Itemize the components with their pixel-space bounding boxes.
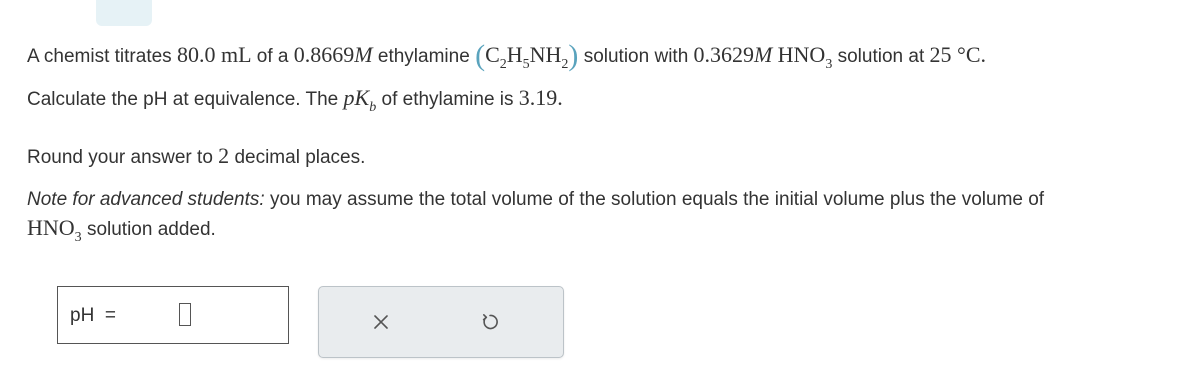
rounding-instruction — [27, 143, 365, 170]
rounding-text: decimal places. — [234, 147, 366, 168]
question-text: Calculate the pH at equivalence. The — [27, 89, 339, 110]
advanced-note-line-1 — [27, 189, 1044, 212]
acid-formula: $HNO_3$ — [27, 215, 82, 245]
answer-box — [57, 286, 289, 344]
close-icon — [372, 313, 390, 331]
question-text: of ethylamine is — [381, 89, 514, 110]
action-panel — [318, 286, 564, 358]
volume-value: 80.0 mL — [176, 42, 252, 67]
base-name: ethylamine — [377, 46, 470, 67]
rounding-text: Round your answer to — [27, 147, 213, 168]
pkb-value: 3.19. — [518, 85, 563, 110]
acid-concentration: 0.3629M — [693, 42, 773, 67]
question-text: solution at — [837, 46, 925, 67]
pkb-symbol: $pK_b$ — [343, 85, 377, 115]
question-text: of a — [256, 46, 289, 67]
note-text: solution added. — [86, 219, 216, 240]
question-text: solution with — [583, 46, 689, 67]
question-line-2 — [27, 85, 563, 115]
temperature-value: 25 °C. — [929, 42, 986, 67]
reset-button[interactable] — [475, 307, 505, 337]
base-concentration: 0.8669M — [293, 42, 373, 67]
note-text: you may assume the total volume of the solution equals the initial volume plus the volume of — [269, 189, 1045, 210]
question-line-1 — [27, 39, 986, 72]
advanced-note-line-2 — [27, 215, 216, 245]
clear-button[interactable] — [366, 307, 396, 337]
answer-input[interactable] — [179, 303, 191, 326]
formula-open-paren: ( — [475, 39, 486, 72]
question-text: A chemist titrates — [27, 46, 172, 67]
formula-close-paren: ) — [568, 39, 579, 72]
undo-icon — [480, 312, 500, 332]
header-tab — [96, 0, 152, 26]
note-label: Note for advanced students: — [27, 189, 265, 210]
answer-label: pH = — [70, 305, 116, 326]
ethylamine-formula: $C_2H_5NH_2$ — [485, 42, 569, 72]
decimal-places-value: 2 — [218, 143, 230, 168]
acid-formula: $HNO_3$ — [777, 42, 833, 72]
